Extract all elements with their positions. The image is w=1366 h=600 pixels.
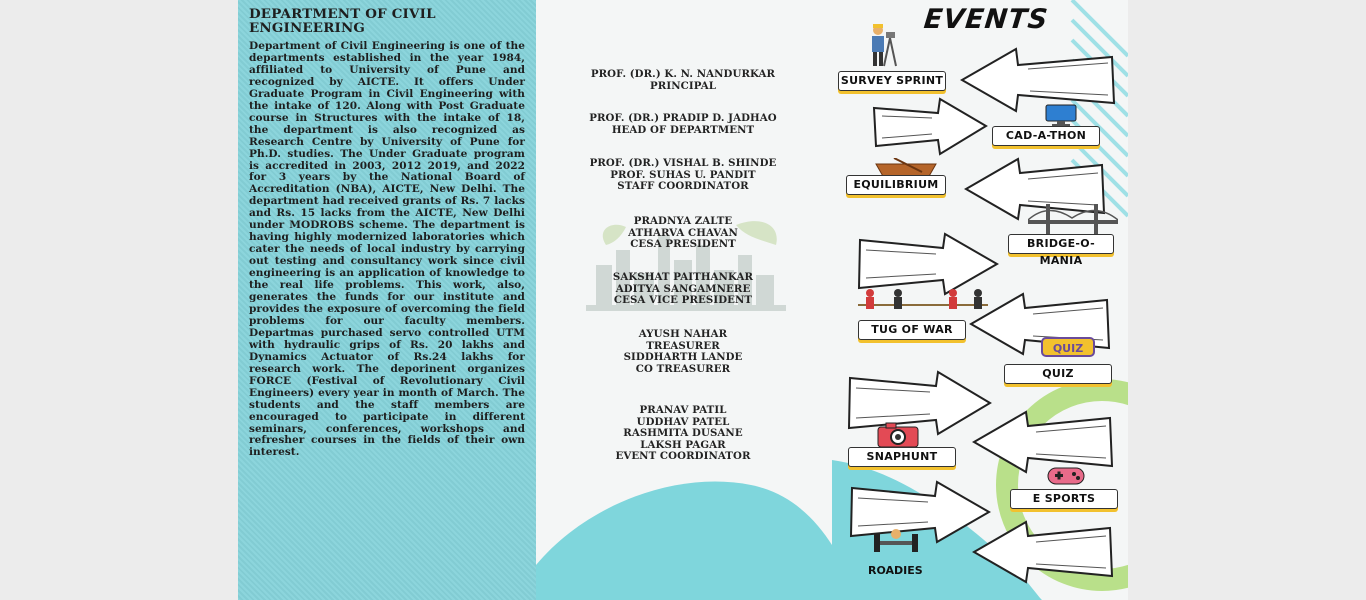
committee-line: ATHARVA CHAVAN	[628, 226, 738, 239]
arrow-right-icon	[870, 96, 990, 156]
surveyor-icon	[862, 24, 898, 68]
arrow-left-icon	[970, 518, 1115, 586]
committee-line: HEAD OF DEPARTMENT	[611, 123, 755, 136]
committee-line: PROF. (DR.) K. N. NANDURKAR	[590, 68, 776, 80]
committee-line: SIDDHARTH LANDE	[623, 351, 743, 364]
committee-entry	[536, 158, 832, 193]
camera-icon	[876, 421, 920, 449]
committee-line: EVENT COORDINATOR	[615, 450, 751, 463]
committee-line: STAFF COORDINATOR	[617, 180, 749, 193]
committee-line: CESA VICE PRESIDENT	[613, 294, 753, 307]
committee-line: PRADNYA ZALTE	[633, 215, 733, 227]
event-label-snaphunt: SNAPHUNT	[848, 447, 956, 467]
gamepad-icon	[1046, 464, 1086, 488]
committee-entry	[536, 272, 832, 307]
event-label-survey-sprint: SURVEY SPRINT	[838, 71, 946, 91]
committee-line: LAKSH PAGAR	[640, 438, 726, 451]
tug-of-war-icon	[858, 287, 988, 319]
committee-entry	[536, 405, 832, 463]
department-description: Department of Civil Engineering is one of the departments established in the year 1984, affiliated to University of Pune and recognized by AICTE. It offers Under Graduate Program in Civil Engineering with the intake of 120. Along with Post Graduate course in Structures with the intake of 18, the department is also recognized as Research Centre by University of Pune for Ph.D. studies. The Under Graduate program is accredited in 2003, 2012 2019, and 2022 for 3 years by the National Board of Accreditation (NBA), AICTE, New Delhi. The department had received grants of Rs. 7 lacks and Rs. 15 lacks from the AICTE, New Delhi under MODROBS scheme. The department is having highly modernized laboratories which cater the needs of local industry by carrying out testing and consultancy work since civil engineering is an application of knowledge to the real life problems. This work, also, generates the funds for our institute and provides the exposure of overcoming the field problems for our faculty members. Departmas purchased servo controlled UTM with hydraulic grips of Rs. 20 lakhs and Dynamics Actuator of Rs.24 lakhs for research work. The deporinent organizes FORCE (Festival of Revolutionary Civil Engineers) every year in month of March. The students and the staff members are encouraged to participate in different seminars, conferences, workshops and refresher courses in the fields of their own interest.	[249, 40, 525, 459]
event-label-cad-a-thon: CAD-A-THON	[992, 126, 1100, 146]
event-label-equilibrium: EQUILIBRIUM	[846, 175, 946, 195]
department-panel	[238, 0, 536, 600]
committee-line: UDDHAV PATEL	[636, 415, 730, 428]
event-label-bridge-o-mania: BRIDGE-O-MANIA	[1008, 234, 1114, 254]
department-title: DEPARTMENT OF CIVIL ENGINEERING	[249, 6, 436, 36]
committee-entry	[536, 69, 832, 92]
committee-line: TREASURER	[646, 339, 720, 352]
events-title: EVENTS	[922, 4, 1050, 35]
svg-text:QUIZ: QUIZ	[1052, 342, 1084, 355]
committee-entry	[536, 216, 832, 251]
committee-line: RASHMITA DUSANE	[623, 427, 743, 440]
committee-line: PROF. (DR.) PRADIP D. JADHAO	[589, 112, 777, 124]
committee-line: AYUSH NAHAR	[638, 328, 728, 340]
event-label-roadies: ROADIES	[868, 564, 923, 577]
committee-line: PRANAV PATIL	[639, 404, 727, 416]
committee-entry	[536, 329, 832, 375]
committee-line: SAKSHAT PAITHANKAR	[612, 271, 754, 283]
event-label-tug-of-war: TUG OF WAR	[858, 320, 966, 340]
event-label-e-sports: E SPORTS	[1010, 489, 1118, 509]
committee-line: ADITYA SANGAMNERE	[615, 282, 751, 295]
committee-line: PROF. (DR.) VISHAL B. SHINDE	[589, 157, 777, 169]
computer-icon	[1044, 103, 1078, 127]
committee-line: PROF. SUHAS U. PANDIT	[610, 168, 756, 181]
event-label-quiz: QUIZ	[1004, 364, 1112, 384]
committee-line: CESA PRESIDENT	[630, 238, 736, 251]
dumbbell-icon	[872, 528, 920, 558]
committee-panel	[536, 0, 832, 600]
committee-line: PRINCIPAL	[650, 79, 716, 92]
events-panel	[832, 0, 1128, 600]
quiz-icon	[1038, 334, 1098, 360]
bridge-icon	[1028, 200, 1118, 236]
arrow-left-icon	[970, 408, 1115, 476]
committee-line: CO TREASURER	[635, 362, 731, 375]
committee-entry	[536, 113, 832, 136]
